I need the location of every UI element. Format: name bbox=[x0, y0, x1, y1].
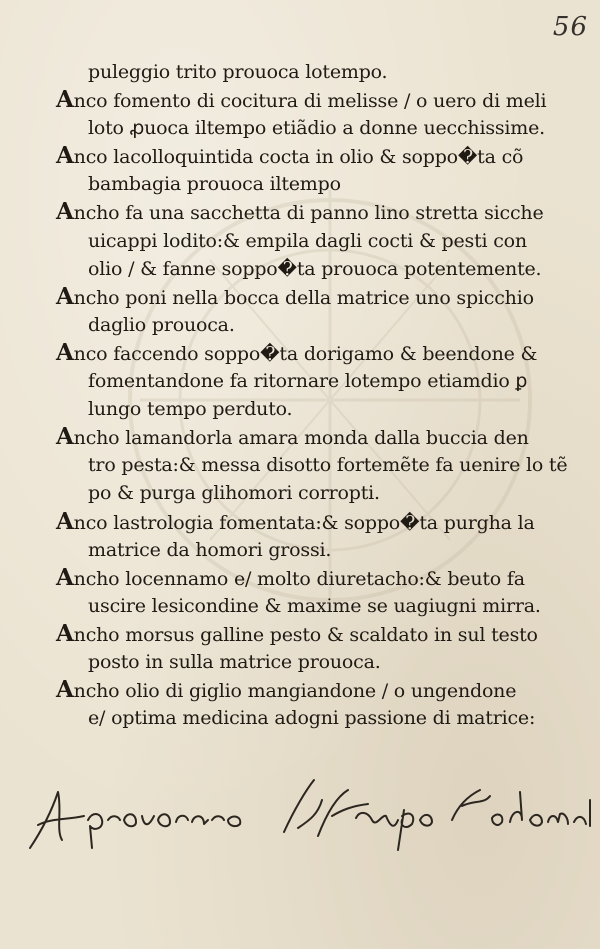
text-line: Ancho lamandorla amara monda dalla buccia den bbox=[56, 423, 529, 451]
paragraph bbox=[56, 676, 548, 732]
text-line: e/ optima medicina adogni passione di matrice: bbox=[88, 707, 536, 730]
text-line: bambagia prouoca iltempo bbox=[88, 173, 341, 196]
text-line: fomentandone fa ritornare lotempo etiamdio ꝑ bbox=[88, 370, 528, 393]
paragraph bbox=[56, 620, 548, 676]
text-line: uscire lesicondine & maxime se uagiugni mirra. bbox=[88, 594, 541, 617]
text-line: po & purga glihomori corropti. bbox=[88, 482, 380, 505]
text-line: Anco lacolloquintida cocta in olio & soppo�ta cõ bbox=[56, 142, 524, 170]
text-line: olio / & fanne soppo�ta prouoca potentemente. bbox=[88, 257, 542, 280]
initial-letter: A bbox=[56, 142, 74, 170]
text-line: daglio prouoca. bbox=[88, 313, 235, 336]
paragraph bbox=[56, 58, 548, 86]
paragraph bbox=[56, 564, 548, 620]
paragraph bbox=[56, 142, 548, 198]
paragraph bbox=[56, 86, 548, 142]
text-line: tro pesta:& messa disotto fortemẽte fa uenire lo tẽ bbox=[88, 454, 568, 477]
initial-letter: A bbox=[56, 338, 74, 366]
initial-letter: A bbox=[56, 423, 74, 451]
text-block bbox=[56, 58, 568, 732]
text-line: puleggio trito prouoca lotempo. bbox=[88, 61, 388, 83]
initial-letter: A bbox=[56, 676, 74, 704]
folio-number: 56 bbox=[552, 12, 588, 42]
text-line: Ancho locennamo e/ molto diuretacho:& beuto fa bbox=[56, 563, 525, 591]
text-line: Ancho morsus galline pesto & scaldato in sul testo bbox=[56, 619, 538, 647]
handwritten-note bbox=[22, 770, 597, 860]
text-line: Ancho fa una sacchetta di panno lino stretta sicche bbox=[56, 198, 544, 226]
text-line: Anco lastrologia fomentata:& soppo�ta purgha la bbox=[56, 507, 535, 535]
handwritten-note-text: a prouocare il tempo alle donne bbox=[22, 770, 39, 771]
initial-letter: A bbox=[56, 282, 74, 310]
initial-letter: A bbox=[56, 198, 74, 226]
paragraph bbox=[56, 423, 568, 507]
initial-letter: A bbox=[56, 563, 74, 591]
paragraph bbox=[56, 283, 548, 339]
text-line: matrice da homori grossi. bbox=[88, 538, 332, 561]
text-line: Anco fomento di cocitura di melisse / o uero di meli bbox=[56, 86, 547, 114]
initial-letter: A bbox=[56, 507, 74, 535]
text-line: Ancho olio di giglio mangiandone / o ungendone bbox=[56, 676, 517, 704]
text-line: Anco faccendo soppo�ta dorigamo & beendone & bbox=[56, 338, 538, 366]
paragraph bbox=[56, 508, 548, 564]
text-line: lungo tempo perduto. bbox=[88, 398, 293, 421]
text-line: Ancho poni nella bocca della matrice uno spicchio bbox=[56, 282, 534, 310]
initial-letter: A bbox=[56, 86, 74, 114]
text-line: loto ꝓuoca iltempo etiãdio a donne uecchissime. bbox=[88, 117, 546, 140]
paragraph bbox=[56, 339, 548, 423]
text-line: uicappi lodito:& empila dagli cocti & pesti con bbox=[88, 229, 527, 252]
paragraph bbox=[56, 198, 548, 282]
text-line: posto in sulla matrice prouoca. bbox=[88, 650, 381, 673]
initial-letter: A bbox=[56, 619, 74, 647]
